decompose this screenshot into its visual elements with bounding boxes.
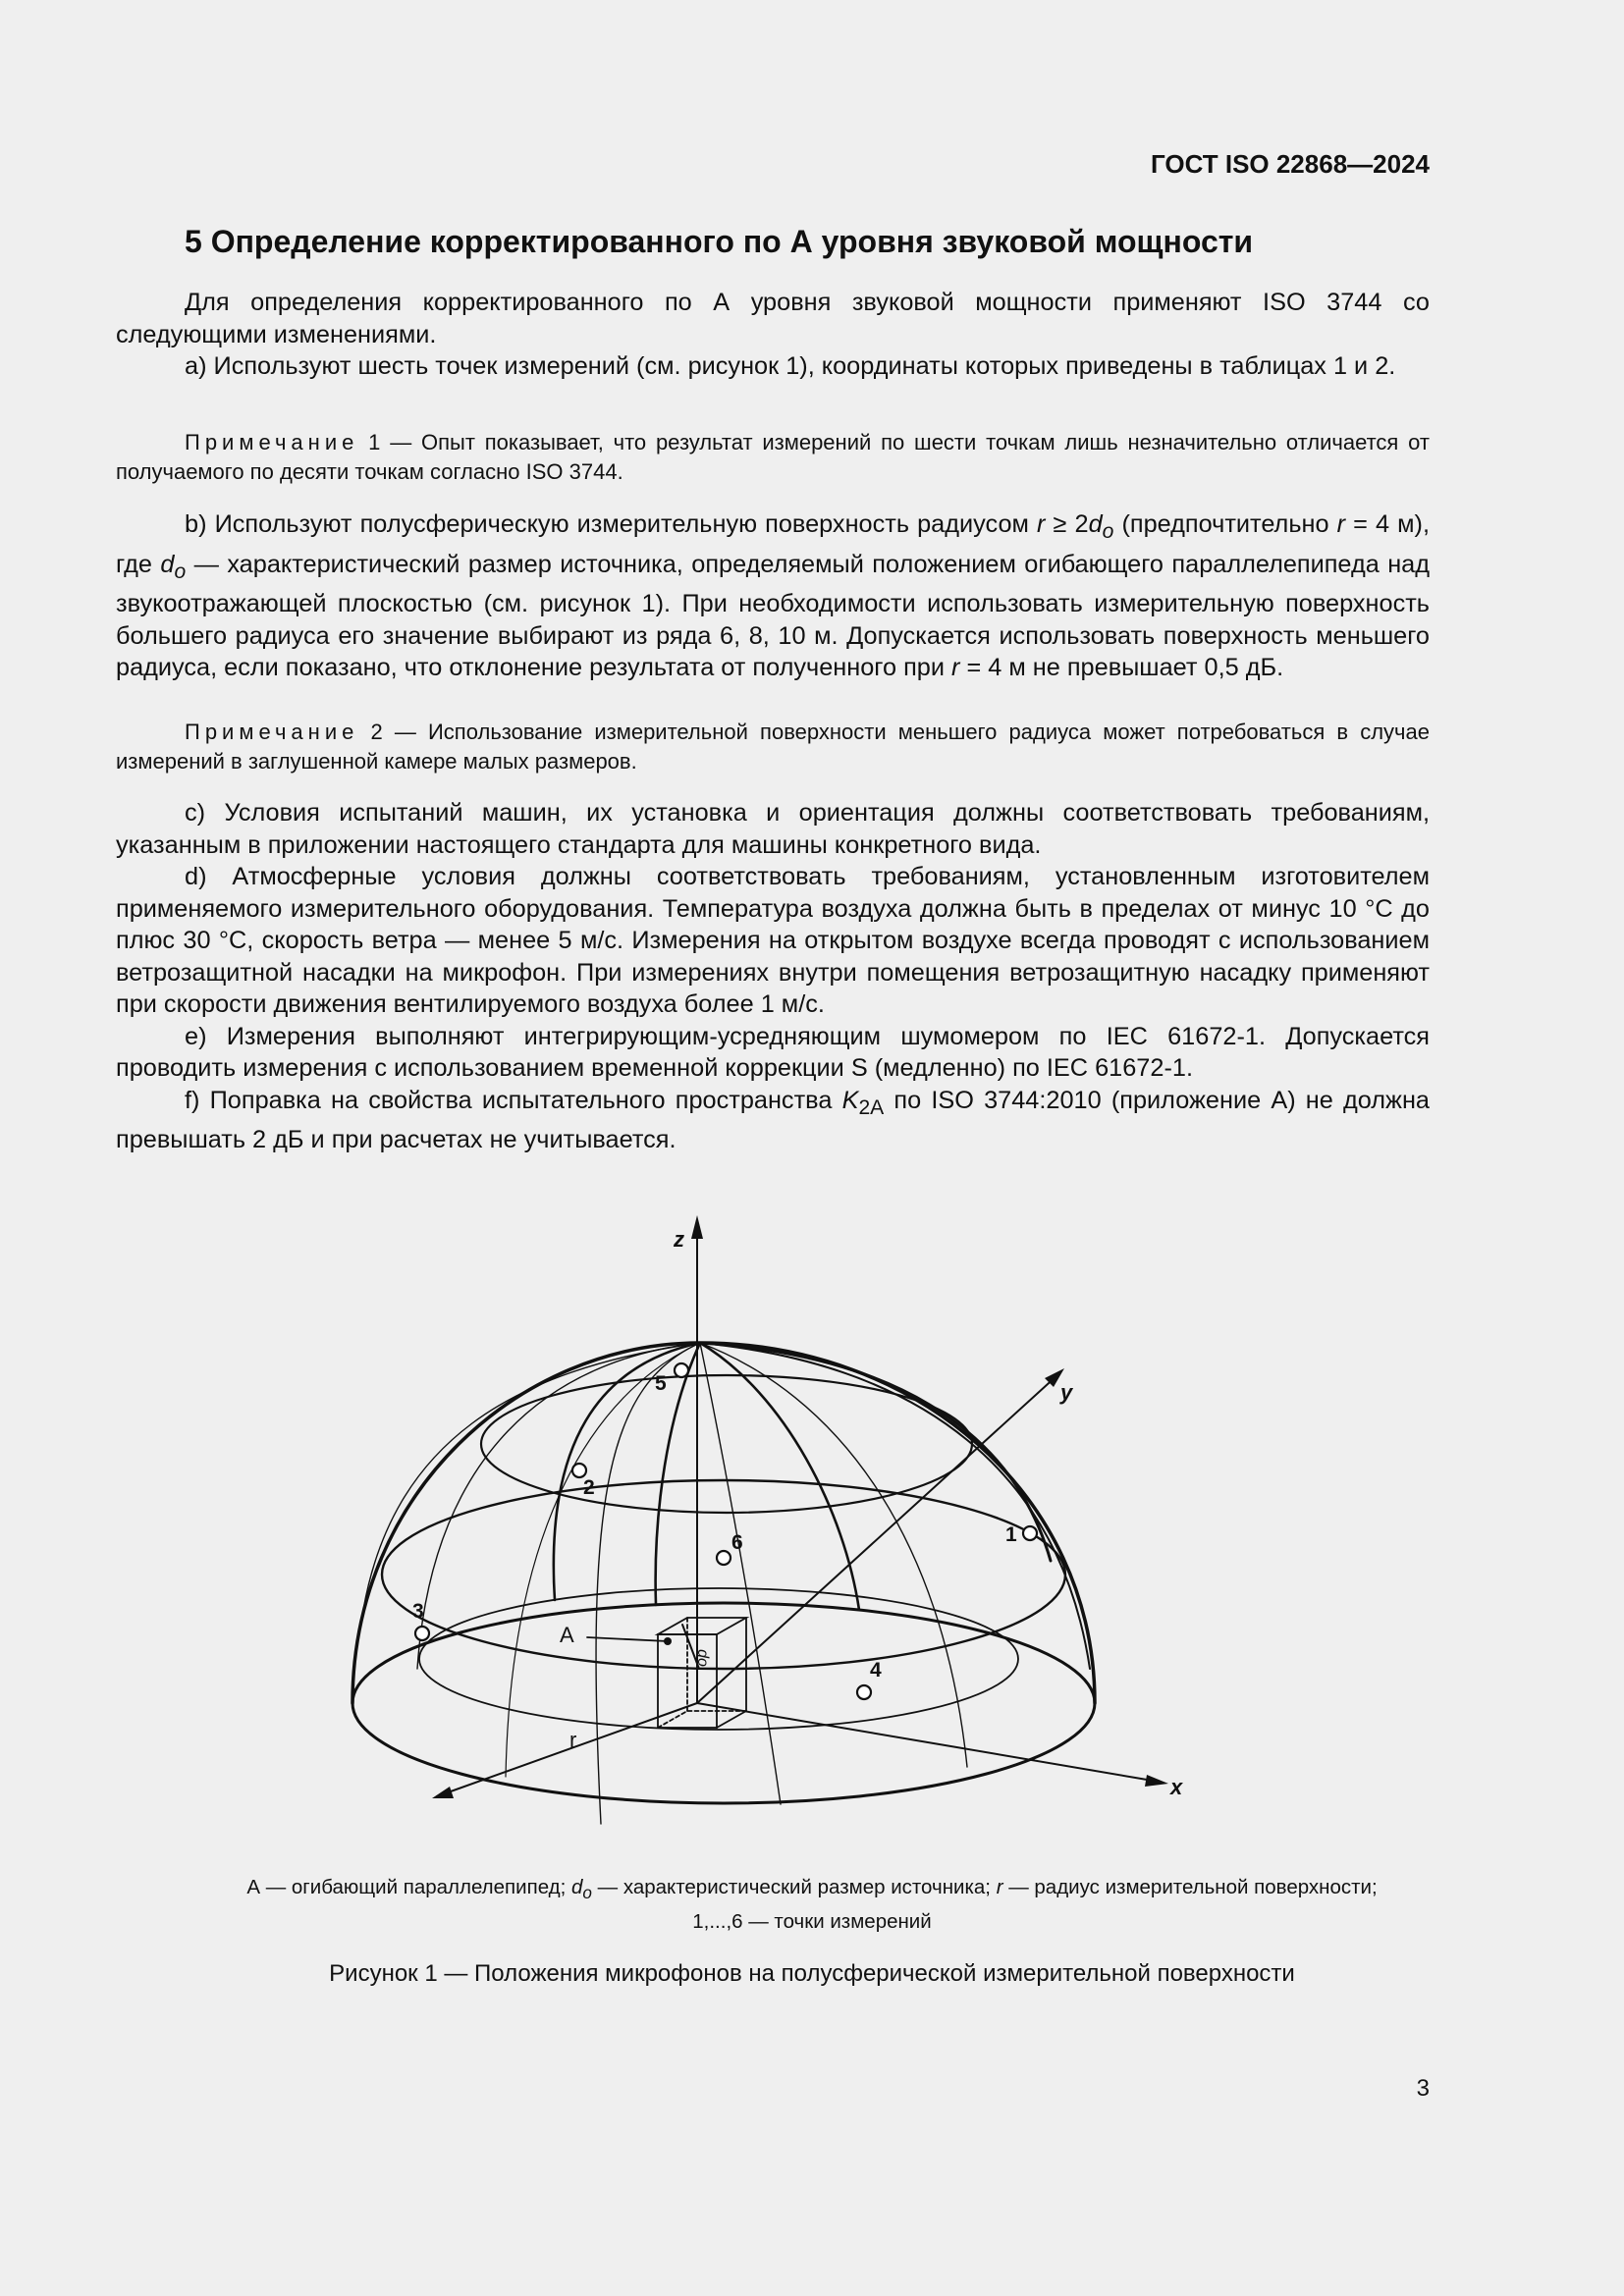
envelope-box <box>658 1618 746 1728</box>
paragraph-f <box>116 1085 1430 1156</box>
legend-line-1 <box>128 1873 1496 1907</box>
symbol-d: d <box>1088 510 1103 538</box>
note-1-text: 1 — Опыт показывает, что результат измерений по шести точкам лишь незначительно отличается от получаемого по десяти точкам согласно ISO 3744. <box>116 430 1430 484</box>
x-axis-label: x <box>1170 1775 1183 1799</box>
symbol-d: d <box>160 550 175 578</box>
point-label-4: 4 <box>870 1659 882 1682</box>
y-axis <box>697 1374 1058 1703</box>
paragraph-a: a) Используют шесть точек измерений (см. рисунок 1), координаты которых приведены в таблицах 1 и 2. <box>185 352 1396 380</box>
text-run: ≥ 2 <box>1045 510 1089 538</box>
hemisphere-diagram <box>0 1198 1624 1865</box>
text-run: = 4 м), где <box>116 510 1430 578</box>
measurement-point-4 <box>857 1685 871 1699</box>
subscript-o: o <box>1102 520 1114 544</box>
figure-caption: Рисунок 1 — Положения микрофонов на полусферической измерительной поверхности <box>329 1960 1295 1987</box>
paragraph-d: d) Атмосферные условия должны соответствовать требованиям, установленным изготовителем применяемого измерительного оборудования. Температура воздуха должна быть в пределах от минус 10 °С до плюс 30 °С, скорость ветра — менее 5 м/с. Измерения на открытом воздухе всегда проводят с использованием ветрозащитной насадки на микрофон. При измерениях внутри помещения ветрозащитную насадку применяют при скорости движения вентилируемого воздуха более 1 м/с. <box>116 863 1430 1018</box>
paragraph-b <box>116 508 1430 684</box>
symbol-r: r <box>1037 510 1046 538</box>
paragraph-intro: Для определения корректированного по А уровня звуковой мощности применяют ISO 3744 со следующими изменениями. <box>116 289 1430 348</box>
box-label-a: A <box>560 1623 574 1647</box>
text-run: — характеристический размер источника, определяемый положением огибающего параллелепипеда над звукоотражающей плоскостью (см. рисунок 1). При необходимости использовать измерительную поверхность большего радиуса его значение выбирают из ряда 6, 8, 10 м. Допускается использовать поверхность меньшего радиуса, если показано, что отклонение результата от полученного при <box>116 550 1431 682</box>
point-label-6: 6 <box>731 1531 743 1554</box>
meridian <box>700 1343 781 1804</box>
body-block-2 <box>116 508 1430 684</box>
z-axis-label: z <box>674 1227 684 1252</box>
paragraph-e: e) Измерения выполняют интегрирующим-усредняющим шумомером по IEC 61672-1. Допускается проводить измерения с использованием временной коррекции S (медленно) по IEC 61672-1. <box>116 1022 1430 1082</box>
text-run: А — огибающий параллелепипед; <box>246 1876 572 1898</box>
body-block-1 <box>116 287 1430 383</box>
note-2 <box>116 718 1430 776</box>
subscript-2a: 2A <box>858 1095 885 1119</box>
x-axis <box>697 1703 1159 1782</box>
hemisphere-figure <box>0 1198 1624 1865</box>
dome-outline <box>352 1343 1095 1703</box>
do-label: do <box>693 1649 711 1667</box>
measurement-point-2 <box>572 1464 586 1477</box>
symbol-k: K <box>841 1086 859 1114</box>
text-run: = 4 м не превышает 0,5 дБ. <box>959 654 1284 682</box>
note-2-label: Примечание <box>185 720 359 744</box>
figure-legend <box>128 1873 1496 1936</box>
meridian <box>596 1343 700 1824</box>
symbol-r: r <box>1336 510 1346 538</box>
note-1 <box>116 428 1430 487</box>
subscript-o: o <box>582 1884 592 1903</box>
page-number: 3 <box>1416 2075 1430 2102</box>
meridian <box>363 1343 700 1610</box>
point-label-5: 5 <box>655 1372 667 1395</box>
point-label-1: 1 <box>1005 1523 1017 1546</box>
measurement-point-5 <box>675 1363 688 1377</box>
text-run: f) Поправка на свойства испытательного пространства <box>185 1086 842 1114</box>
legend-line-2: 1,...,6 — точки измерений <box>692 1910 932 1934</box>
a-leader-dot <box>664 1637 672 1645</box>
point-label-2: 2 <box>583 1476 595 1499</box>
subscript-o: o <box>174 560 187 583</box>
note-2-text: 2 — Использование измерительной поверхности меньшего радиуса может потребоваться в случае измерений в заглушенной камере малых размеров. <box>116 720 1430 774</box>
text-run: b) Используют полусферическую измерительную поверхность радиусом <box>185 510 1037 538</box>
radius-label: r <box>569 1728 577 1752</box>
y-axis-label: y <box>1060 1380 1073 1405</box>
text-run: (предпочтительно <box>1113 510 1337 538</box>
measurement-point-6 <box>717 1551 731 1565</box>
symbol-r: r <box>951 654 960 682</box>
text-run: по ISO 3744:2010 (приложение А) не должна превышать 2 дБ и при расчетах не учитывается. <box>116 1086 1430 1154</box>
text-run: — радиус измерительной поверхности; <box>1002 1876 1378 1898</box>
a-leader <box>587 1637 668 1641</box>
paragraph-c: c) Условия испытаний машин, их установка и ориентация должны соответствовать требованиям, указанным в приложении настоящего стандарта для машины конкретного вида. <box>116 799 1430 859</box>
measurement-point-1 <box>1023 1526 1037 1540</box>
symbol-d: d <box>571 1876 583 1898</box>
measurement-point-3 <box>415 1627 429 1640</box>
text-run: — характеристический размер источника; <box>591 1876 997 1898</box>
document-header: ГОСТ ISO 22868—2024 <box>1150 149 1430 179</box>
note-1-label: Примечание <box>185 430 359 454</box>
latitude-mid <box>382 1480 1065 1669</box>
x-arrowhead <box>1145 1775 1168 1787</box>
body-block-3 <box>116 797 1430 1156</box>
r-arrowhead <box>432 1787 454 1798</box>
z-arrowhead <box>691 1215 703 1239</box>
symbol-r: r <box>996 1876 1003 1898</box>
point-label-3: 3 <box>412 1600 424 1623</box>
base-ellipse <box>352 1603 1095 1803</box>
section-title: 5 Определение корректированного по А уровня звуковой мощности <box>185 224 1254 259</box>
